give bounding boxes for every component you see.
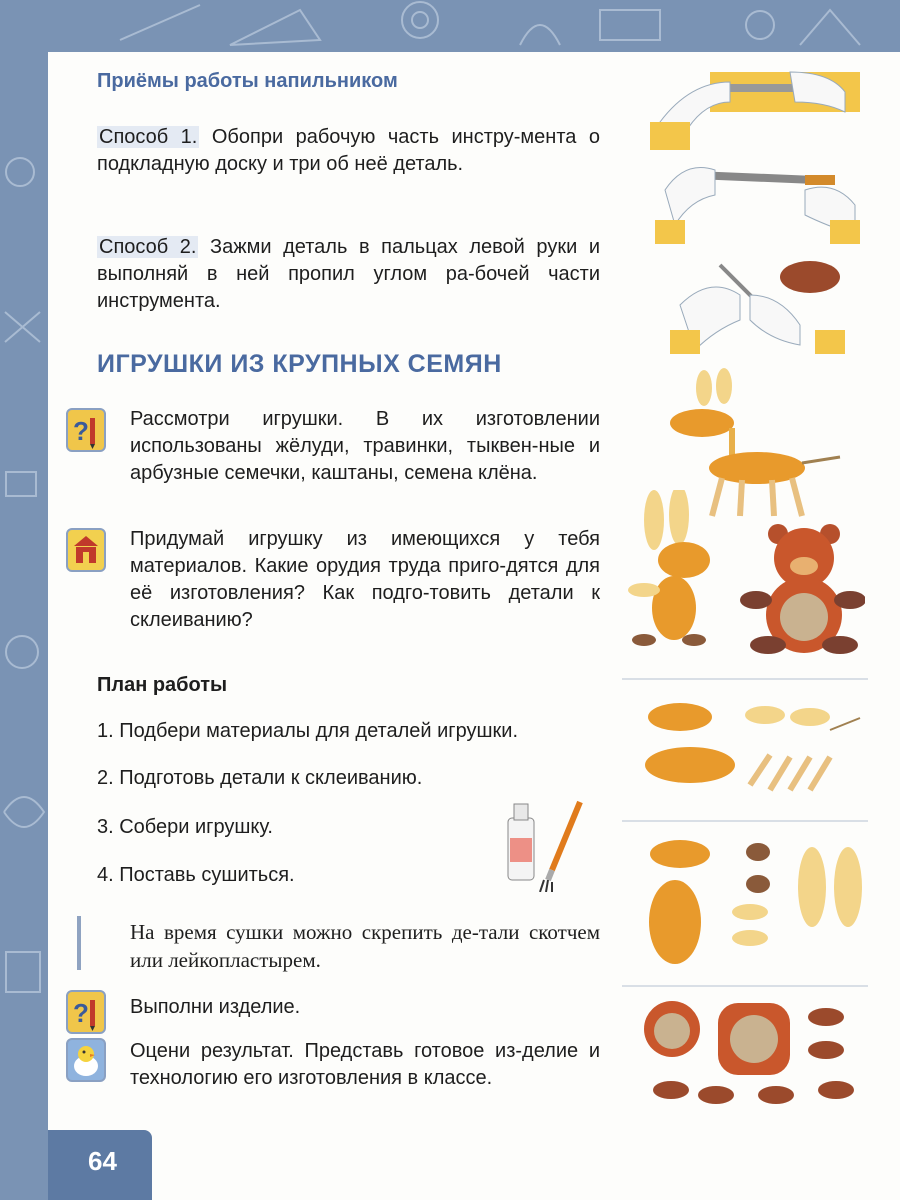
task-invent-toy: Придумай игрушку из имеющихся у тебя материалов. Какие орудия труда приго-дятся для её изготовления? Как подго-товить детали к склеиванию? [130, 528, 600, 631]
plan-title: План работы [97, 674, 228, 696]
bear-parts-illustration [636, 995, 866, 1115]
bear-toy-illustration [740, 520, 865, 655]
hare-parts-illustration [640, 832, 865, 972]
section-title-seed-toys: ИГРУШКИ ИЗ КРУПНЫХ СЕМЯН [97, 350, 502, 378]
plan-step-2: 2. Подготовь детали к склеиванию. [97, 767, 423, 789]
way-1-text: Обопри рабочую часть инстру-мента о подкладную доску и три об неё деталь. [97, 126, 601, 175]
note-bar [77, 916, 81, 970]
way-1-label: Способ 1. [99, 126, 198, 148]
illustration-divider-3 [622, 985, 868, 987]
plan-step-3: 3. Собери игрушку. [97, 816, 273, 838]
illustration-divider-2 [622, 820, 868, 822]
svg-text:?: ? [73, 998, 89, 1028]
way-2-paragraph [97, 234, 600, 315]
question-pencil-icon [66, 408, 106, 452]
page-number: 64 [88, 1146, 117, 1176]
section-title-file-techniques: Приёмы работы напильником [97, 70, 398, 92]
task-make-item: Выполни изделие. [130, 996, 301, 1018]
file-technique-illustration-2 [655, 150, 860, 245]
svg-text:?: ? [73, 416, 89, 446]
side-doodles [0, 52, 48, 1200]
glue-bottle-and-brush-illustration [496, 800, 596, 892]
plan-step-4: 4. Поставь сушиться. [97, 864, 295, 886]
hare-toy-illustration [624, 490, 724, 650]
task-examine-toys: Рассмотри игрушки. В их изготовлении использованы жёлуди, травинки, тыквен-ные и арбузные семечки, каштаны, семена клёна. [130, 408, 600, 484]
way-1-paragraph [97, 124, 600, 178]
question-pencil-icon [66, 990, 106, 1034]
file-technique-illustration-1 [650, 62, 865, 152]
task-evaluate-result: Оцени результат. Представь готовое из-делие и технологию его изготовления в классе. [130, 1040, 600, 1089]
page-number-tab [48, 1130, 152, 1200]
museum-icon [66, 528, 106, 572]
way-2-label: Способ 2. [99, 236, 197, 258]
frame-doodles [0, 0, 900, 52]
file-technique-illustration-3 [660, 255, 860, 355]
way-2-text: Зажми деталь в пальцах левой руки и выполняй в ней пропил углом ра-бочей части инструмента. [97, 236, 600, 312]
plan-step-1: 1. Подбери материалы для деталей игрушки. [97, 720, 519, 742]
drying-note: На время сушки можно скрепить де-тали скотчем или лейкопластырем. [130, 920, 600, 972]
illustration-divider-1 [622, 678, 868, 680]
deer-parts-illustration [640, 695, 865, 805]
chick-icon [66, 1038, 106, 1082]
